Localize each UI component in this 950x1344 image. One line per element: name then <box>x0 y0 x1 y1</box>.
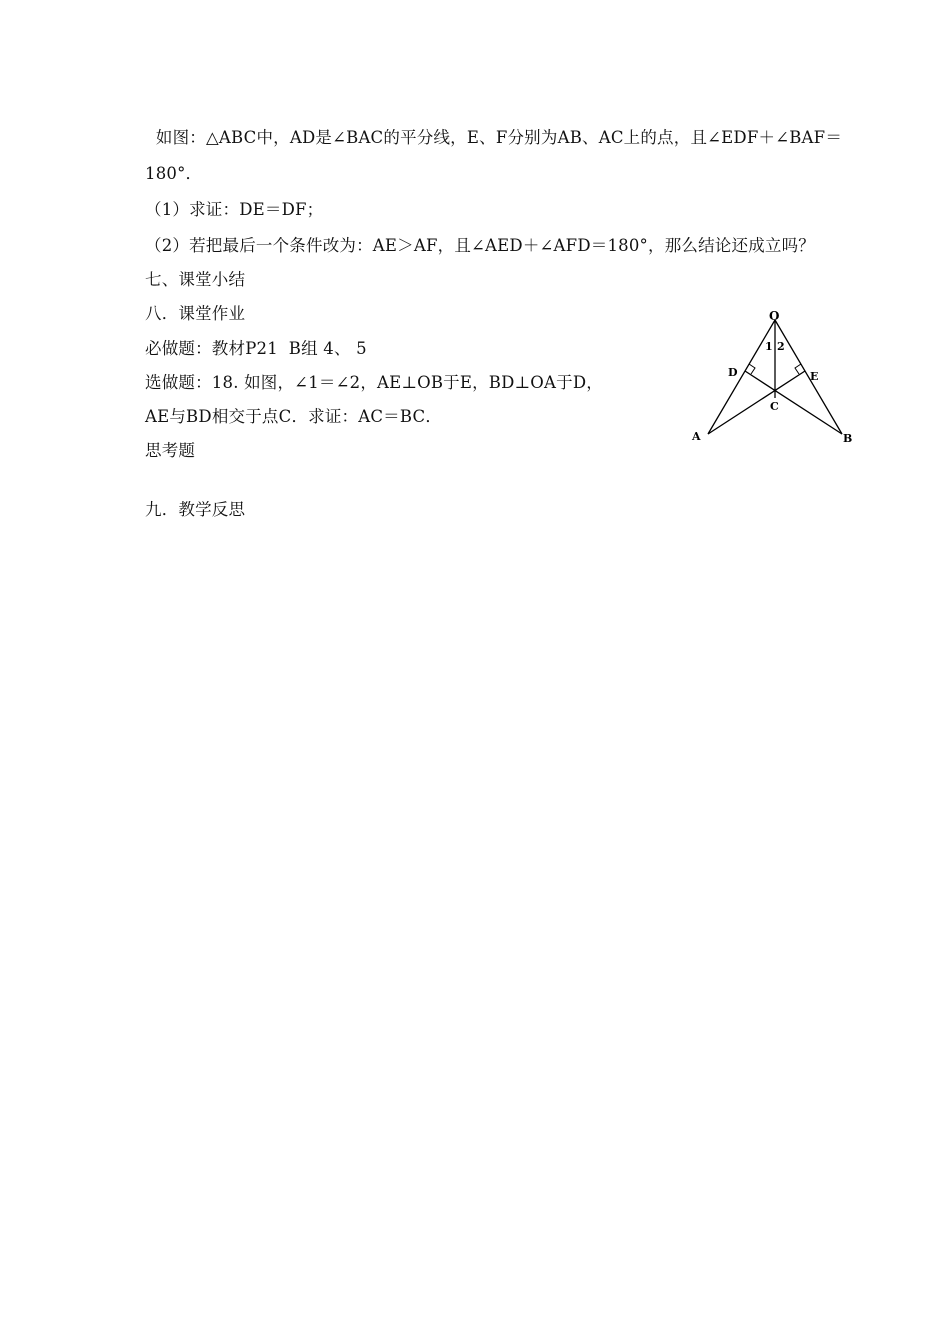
thinking-question: 思考题 <box>145 441 196 460</box>
label-d: D <box>728 366 738 379</box>
required-homework: 必做题：教材P21 B组 4、 5 <box>145 339 367 358</box>
question-1: （1）求证：DE＝DF； <box>145 200 324 219</box>
label-angle-1: 1 <box>765 340 773 353</box>
right-angle-mark-e <box>795 364 801 374</box>
optional-homework-cont: AE与BD相交于点C．求证：AC＝BC． <box>145 407 443 426</box>
label-c: C <box>770 400 779 413</box>
optional-homework: 选做题：18. 如图，∠1＝∠2，AE⊥OB于E，BD⊥OA于D， <box>145 373 603 392</box>
section-8-heading: 八．课堂作业 <box>145 304 246 323</box>
section-9-heading: 九．教学反思 <box>145 500 246 519</box>
label-a: A <box>692 430 701 443</box>
section-7-heading: 七、课堂小结 <box>145 270 246 289</box>
segment-ae <box>708 371 805 434</box>
problem-statement-cont: 180°． <box>145 164 203 183</box>
label-angle-2: 2 <box>777 340 785 353</box>
geometry-figure <box>688 306 860 448</box>
segment-ob <box>775 320 842 434</box>
segment-oa <box>708 320 775 434</box>
label-o: O <box>769 309 780 323</box>
question-2: （2）若把最后一个条件改为：AE＞AF，且∠AED＋∠AFD＝180°，那么结论还成立吗？ <box>145 236 815 255</box>
problem-statement: 如图：△ABC中，AD是∠BAC的平分线，E、F分别为AB、AC上的点，且∠EDF＋∠BAF＝ <box>145 128 843 147</box>
label-b: B <box>843 432 853 445</box>
label-e: E <box>810 370 819 383</box>
right-angle-mark-d <box>749 364 755 374</box>
segment-bd <box>745 371 842 434</box>
